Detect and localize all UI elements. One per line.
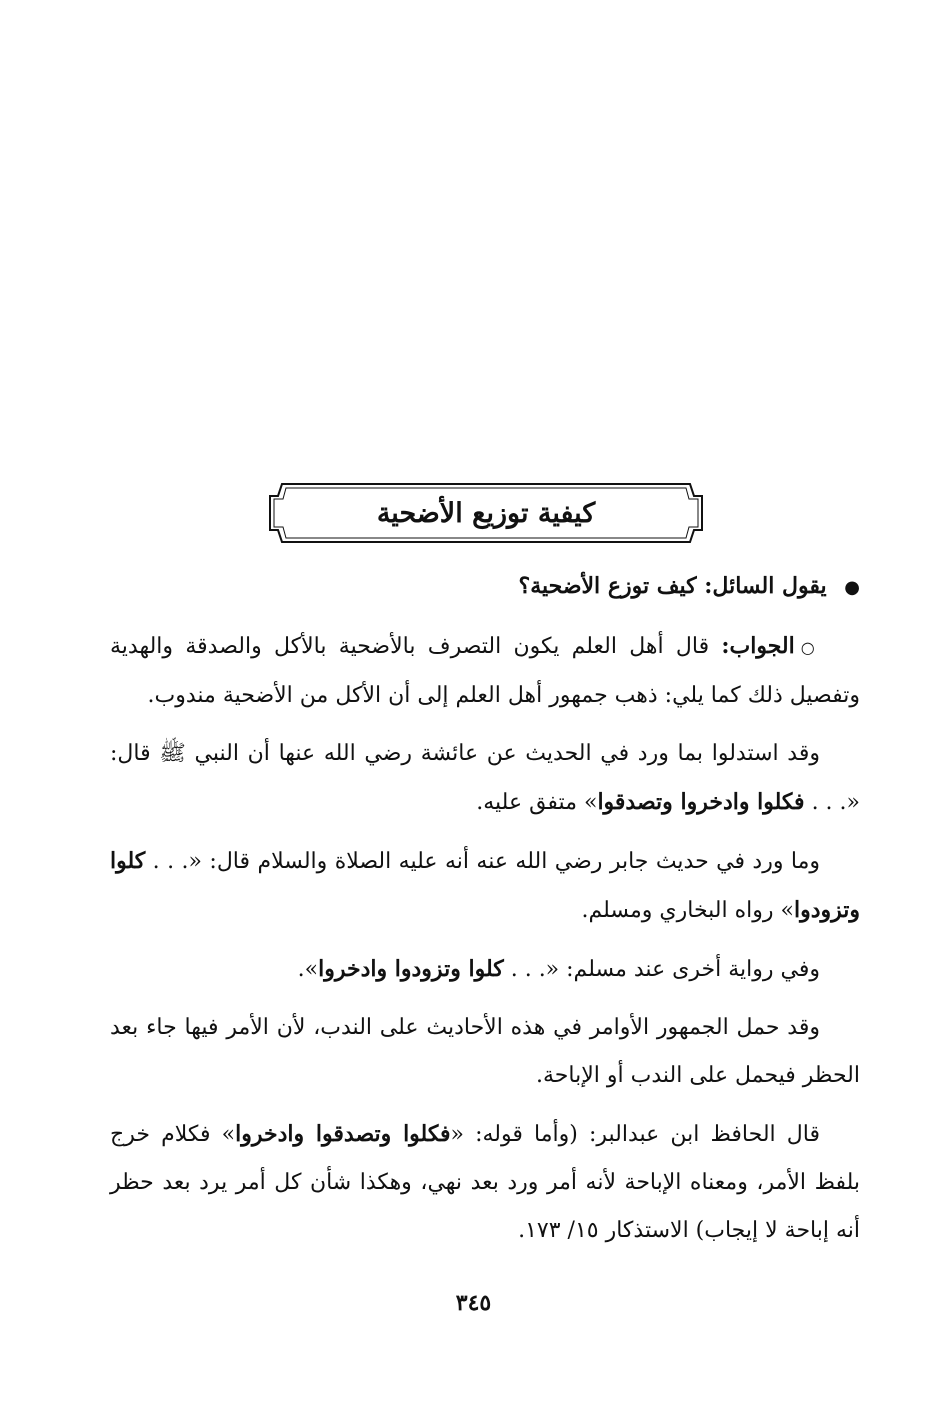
p6-before: قال الحافظ ابن عبدالبر: (وأما قوله: « (450, 1122, 820, 1147)
paragraph-ibn-abdulbarr (110, 1110, 860, 1255)
answer-text: قال أهل العلم يكون التصرف بالأضحية بالأكل والصدقة والهدية وتفصيل ذلك كما يلي: ذهب جمهور أهل العلم إلى أن الأكل من الأضحية مندوب. (110, 634, 860, 708)
p4-before: وفي رواية أخرى عند مسلم: «. . . (510, 957, 820, 982)
circle-bullet-icon: ○ (800, 638, 820, 657)
page-title: كيفية توزيع الأضحية (376, 497, 596, 529)
page-number: ٣٤٥ (455, 1290, 492, 1316)
p2-quote: فكلوا وادخروا وتصدقوا (597, 789, 805, 815)
article-body (110, 562, 860, 1265)
paragraph-majority-view (110, 1004, 860, 1100)
p3-after: » رواه البخاري ومسلم. (581, 898, 794, 923)
bullet-icon: ● (844, 577, 860, 598)
paragraph-aisha-hadith (110, 730, 860, 827)
answer-paragraph (110, 622, 860, 720)
p2-before: وقد استدلوا بما ورد في الحديث عن عائشة رضي الله عنها أن النبي ﷺ قال: «. . . (110, 741, 860, 815)
p3-before: وما ورد في حديث جابر رضي الله عنه أنه عليه الصلاة والسلام قال: «. . . (152, 849, 820, 874)
question-line (110, 562, 860, 612)
paragraph-jabir-hadith (110, 837, 860, 935)
p4-after: ». (297, 957, 319, 982)
question-text: كيف توزع الأضحية؟ (518, 573, 697, 599)
p3-quote: كلوا وتزودوا (110, 848, 860, 923)
p5-text: وقد حمل الجمهور الأوامر في هذه الأحاديث على الندب، لأن الأمر فيها جاء بعد الحظر فيحمل على الندب أو الإباحة. (110, 1015, 860, 1088)
question-label: يقول السائل: (704, 573, 827, 599)
p6-quote: فكلوا وتصدقوا وادخروا (235, 1121, 451, 1147)
p6-after: » فكلام خرج بلفظ الأمر، ومعناه الإباحة لأنه أمر ورد بعد نهي، وهكذا شأن كل أمر يرد بعد حظر أنه إباحة لا إيجاب) الاستذكار ١٥/ ١٧٣. (110, 1122, 860, 1243)
answer-label: الجواب: (721, 633, 795, 659)
p2-after: » متفق عليه. (476, 790, 598, 815)
p4-quote: كلوا وتزودوا وادخروا (318, 956, 504, 982)
paragraph-muslim-narration (110, 945, 860, 994)
title-frame (268, 482, 704, 544)
